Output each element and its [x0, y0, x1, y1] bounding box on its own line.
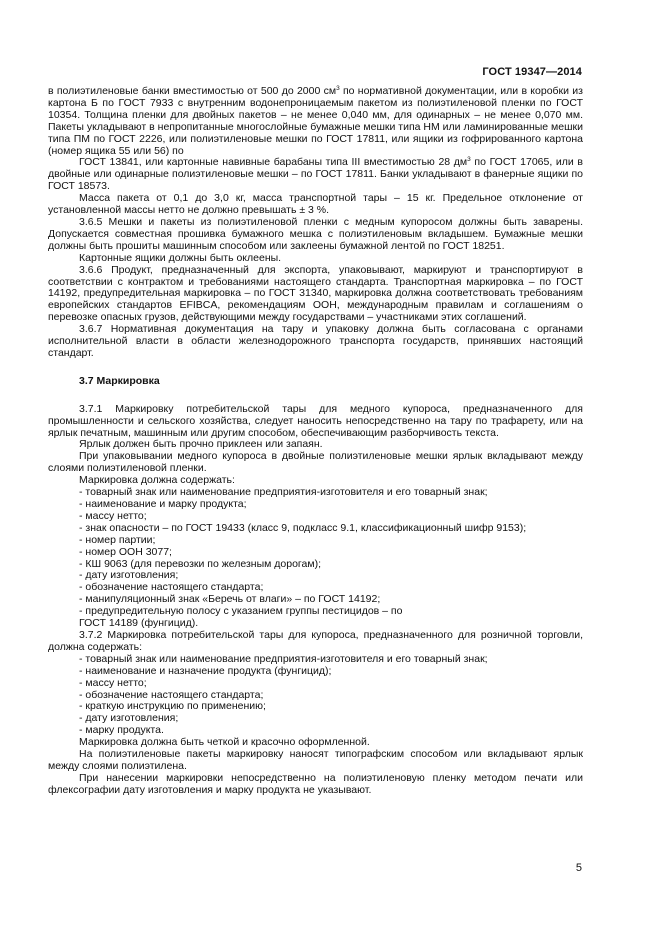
list-item: - манипуляционный знак «Беречь от влаги» – по ГОСТ 14192;	[79, 593, 381, 606]
list-item: - массу нетто;	[79, 509, 147, 522]
paragraph-3-7-1: 3.7.1 Маркировку потребительской тары для медного купороса, предназначенного для промышленности и сельского хозяйства, следует наносить непосредственно на тару по трафарету, или на ярлык печатным, машинным или другим способом, обеспечивающим разборчивость текста.	[48, 402, 583, 439]
list-item: - знак опасности – по ГОСТ 19433 (класс 9, подкласс 9.1, классификационный шифр 9153);	[79, 521, 527, 534]
paragraph-3-6-6: 3.6.6 Продукт, предназначенный для экспорта, упаковывают, маркируют и транспортируют в соответствии с контрактом и требованиями настоящего стандарта. Транспортная маркировка – по ГОСТ 14192, предупредительная маркировка – по ГОСТ 31340, маркировка должна соответствовать требованиям европейских стандартов EFIBCA, рекомендациям ООН, международным правилам и соглашениям о перевозке опасных грузов, действующими между государствами – участниками этих соглашений.	[48, 263, 583, 324]
section-heading-marking: 3.7 Маркировка	[79, 374, 160, 387]
standard-code-header: ГОСТ 19347—2014	[482, 66, 582, 78]
paragraph-label: Ярлык должен быть прочно приклеен или запаян.	[79, 438, 323, 451]
list-item: - обозначение настоящего стандарта;	[79, 581, 264, 594]
list-item: - КШ 9063 (для перевозки по железным дорогам);	[79, 557, 321, 570]
superscript: 3	[467, 156, 471, 164]
paragraph-3-6-5: 3.6.5 Мешки и пакеты из полиэтиленовой пленки с медным купоросом должны быть заварены. Допускается совместная прошивка бумажного мешка с полиэтиленовым вкладышем. Бумажные мешки должны быть прошиты машинным способом или заклеены бумажной лентой по ГОСТ 18251.	[48, 215, 583, 252]
paragraph-polyethylene-bags: На полиэтиленовые пакеты маркировку наносят типографским способом или вкладывают ярлык между слоями полиэтилена.	[48, 748, 583, 772]
paragraph-text: по нормативной документации, или в коробки из картона Б по ГОСТ 7933 с внутренним водонепроницаемым пакетом из полиэтиленовой пленки по ГОСТ 10354. Толщина пленки для двойных пакетов – не менее 0,040 мм, для одинарных – не менее 0,070 мм. Пакеты укладывают в непропитанные многослойные бумажные мешки типа НМ или ламинированные мешки типа ПМ по ГОСТ 2226, или полиэтиленовые мешки по ГОСТ 17811, или ящики из гофрированного картона (номер ящика 55 или 56) по	[48, 85, 583, 157]
paragraph-film-printing: При нанесении маркировки непосредственно на полиэтиленовую пленку методом печати или флексографии дату изготовления и марку продукта не указывают.	[48, 771, 583, 796]
list-item: - дату изготовления;	[79, 712, 179, 725]
list-item: - номер партии;	[79, 533, 156, 546]
document-body	[48, 86, 583, 797]
paragraph-text: по ГОСТ 17065, или в двойные или одинарные полиэтиленовые мешки – по ГОСТ 17811. Банки укладывают в фанерные ящики по ГОСТ 18573.	[48, 156, 583, 193]
list-item: - массу нетто;	[79, 676, 147, 689]
paragraph-marking-contains: Маркировка должна содержать:	[79, 474, 235, 487]
paragraph-drums	[48, 157, 583, 193]
paragraph-3-7-2: 3.7.2 Маркировка потребительской тары для купороса, предназначенного для розничной торговли, должна содержать:	[48, 628, 583, 653]
list-item: - товарный знак или наименование предприятия-изготовителя и его товарный знак;	[79, 486, 488, 499]
marking-list-1	[48, 487, 583, 630]
list-item: - краткую инструкцию по применению;	[79, 700, 266, 713]
paragraph-3-6-7: 3.6.7 Нормативная документация на тару и упаковку должна быть согласована с органами исполнительной власти в области железнодорожного транспорта государств, принявших настоящий стандарт.	[48, 323, 583, 359]
list-item: - наименование и марку продукта;	[79, 498, 247, 510]
paragraph-text: в полиэтиленовые банки вместимостью от 500 до 2000 см	[48, 85, 337, 97]
list-item-continuation: ГОСТ 14189 (фунгицид).	[79, 617, 199, 630]
list-item: - наименование и назначение продукта (фунгицид);	[79, 664, 332, 677]
list-item: - марку продукта.	[79, 724, 164, 737]
paragraph-boxes: Картонные ящики должны быть оклеены.	[79, 251, 282, 264]
list-item: - дату изготовления;	[79, 569, 179, 582]
paragraph-container-types	[48, 86, 583, 157]
marking-list-2	[48, 654, 583, 737]
paragraph-mass: Масса пакета от 0,1 до 3,0 кг, масса транспортной тары – 15 кг. Предельное отклонение от установленной массы нетто не должно превышать ± 3 %.	[48, 192, 583, 217]
list-item: - обозначение настоящего стандарта;	[79, 688, 264, 701]
paragraph-text: ГОСТ 13841, или картонные навивные барабаны типа III вместимостью 28 дм	[79, 156, 468, 169]
list-item: - товарный знак или наименование предприятия-изготовителя и его товарный знак;	[79, 652, 488, 665]
list-item: - номер ООН 3077;	[79, 545, 172, 558]
list-item: - предупредительную полосу с указанием группы пестицидов – по	[79, 605, 403, 618]
superscript: 3	[336, 85, 340, 92]
paragraph-double-bags: При упаковывании медного купороса в двойные полиэтиленовые мешки ярлык вкладывают между слоями полиэтиленовой пленки.	[48, 450, 583, 475]
paragraph-clear-marking: Маркировка должна быть четкой и красочно оформленной.	[79, 736, 370, 749]
page-number: 5	[575, 862, 582, 874]
